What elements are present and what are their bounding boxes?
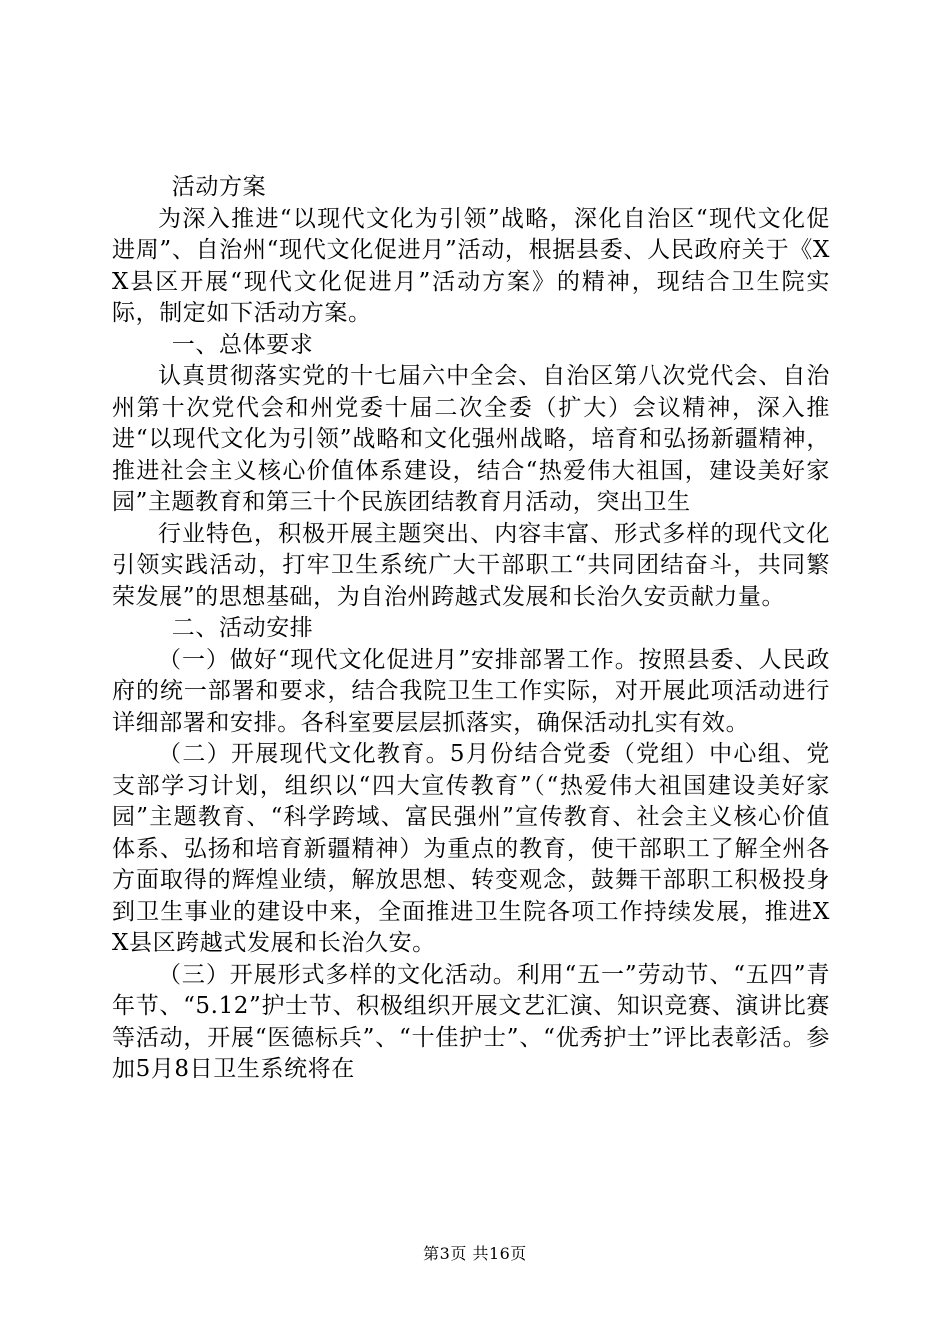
section-heading-activity-arrangement: 二、活动安排 (171, 615, 314, 641)
paragraph-arrangement-1: （一）做好“现代文化促进月”安排部署工作。按照县委、人民政府的统一部署和要求，结合我院卫生工作实际，对开展此项活动进行详细部署和安排。各科室要层层抓落实，确保活动扎实有效。 (112, 646, 830, 736)
paragraph-arrangement-3: （三）开展形式多样的文化活动。利用“五一”劳动节、“五四”青年节、“5.12”护士节、积极组织开展文艺汇演、知识竞赛、演讲比赛等活动，开展“医德标兵”、“十佳护士”、“优秀护士”评比表彰活。参加5月8日卫生系统将在 (112, 961, 830, 1082)
document-title: 活动方案 (171, 174, 267, 200)
paragraph-intro: 为深入推进“以现代文化为引领”战略，深化自治区“现代文化促进周”、自治州“现代文化促进月”活动，根据县委、人民政府关于《XX县区开展“现代文化促进月”活动方案》的精神，现结合卫生院实际，制定如下活动方案。 (112, 205, 830, 326)
paragraph-general-requirements: 认真贯彻落实党的十七届六中全会、自治区第八次党代会、自治州第十次党代会和州党委十届二次全委（扩大）会议精神，深入推进“以现代文化为引领”战略和文化强州战略，培育和弘扬新疆精神，推进社会主义核心价值体系建设，结合“热爱伟大祖国，建设美好家园”主题教育和第三十个民族团结教育月活动，突出卫生 (112, 363, 830, 515)
section-heading-general-requirements: 一、总体要求 (171, 331, 314, 358)
paragraph-general-requirements-continued: 行业特色，积极开展主题突出、内容丰富、形式多样的现代文化引领实践活动，打牢卫生系统广大干部职工“共同团结奋斗，共同繁荣发展”的思想基础，为自治州跨越式发展和长治久安贡献力量。 (112, 520, 830, 610)
document-body (112, 172, 830, 1086)
page-number-footer: 第3页 共16页 (423, 1244, 527, 1263)
paragraph-arrangement-2: （二）开展现代文化教育。5月份结合党委（党组）中心组、党支部学习计划，组织以“四大宣传教育”（“热爱伟大祖国建设美好家园”主题教育、“科学跨域、富民强州”宣传教育、社会主义核心价值体系、弘扬和培育新疆精神）为重点的教育，使干部职工了解全州各方面取得的辉煌业绩，解放思想、转变观念，鼓舞干部职工积极投身到卫生事业的建设中来，全面推进卫生院各项工作持续发展，推进XX县区跨越式发展和长治久安。 (112, 741, 830, 956)
